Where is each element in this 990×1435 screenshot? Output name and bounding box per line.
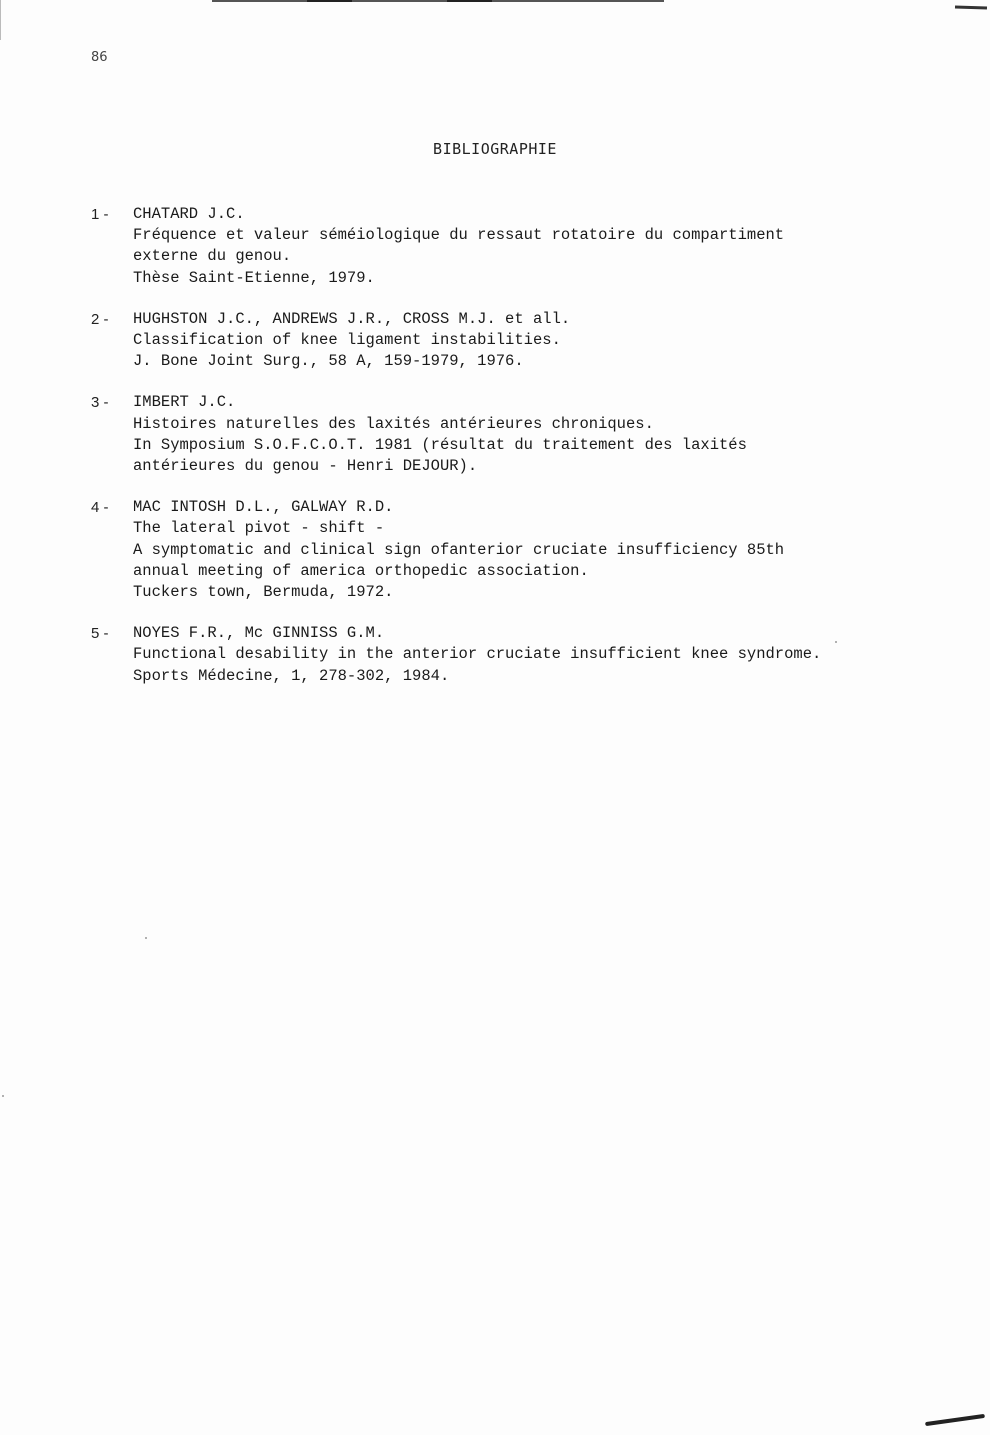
reference-line: Fréquence et valeur séméiologique du ressaut rotatoire du compartiment [133, 226, 785, 245]
corner-scan-mark-top [955, 5, 987, 9]
reference-authors: HUGHSTON J.C., ANDREWS J.R., CROSS M.J. et all. [133, 309, 571, 328]
scan-speck [835, 641, 837, 643]
reference-body [133, 204, 941, 289]
top-rule [212, 0, 664, 2]
reference-authors: IMBERT J.C. [133, 393, 236, 412]
reference-authors: MAC INTOSH D.L., GALWAY R.D. [133, 498, 394, 517]
reference-line: In Symposium S.O.F.C.O.T. 1981 (résultat du traitement des laxités [133, 435, 747, 454]
reference-line: Histoires naturelles des laxités antérieures chroniques. [133, 414, 654, 433]
reference-line: externe du genou. [133, 247, 292, 266]
reference-line: Tuckers town, Bermuda, 1972. [133, 583, 394, 602]
reference-line: Sports Médecine, 1, 278-302, 1984. [133, 666, 450, 685]
reference-body [133, 497, 941, 603]
reference-body [133, 623, 941, 687]
reference-number: 4 - [91, 499, 109, 517]
reference-line: J. Bone Joint Surg., 58 A, 159-1979, 1976. [133, 352, 524, 371]
page-title [0, 140, 990, 158]
reference-number: 5 - [91, 625, 109, 643]
reference-number: 1 - [91, 206, 109, 223]
reference-line: Thèse Saint-Etienne, 1979. [133, 268, 375, 287]
reference-authors: NOYES F.R., Mc GINNISS G.M. [133, 624, 385, 643]
reference-number: 3 - [91, 394, 109, 412]
reference-item [91, 204, 941, 289]
bibliography-list [91, 204, 941, 707]
reference-body [133, 309, 941, 373]
reference-item [91, 392, 941, 477]
page-title-text: BIBLIOGRAPHIE [433, 140, 557, 158]
reference-item [91, 497, 941, 603]
scan-speck [145, 937, 147, 939]
reference-line: A symptomatic and clinical sign ofanterior cruciate insufficiency 85th [133, 540, 785, 559]
reference-line: Functional desability in the anterior cruciate insufficient knee syndrome. [133, 645, 822, 664]
reference-body [133, 392, 941, 477]
reference-line: The lateral pivot - shift - [133, 519, 385, 538]
reference-line: Classification of knee ligament instabilities. [133, 331, 561, 350]
reference-line: antérieures du genou - Henri DEJOUR). [133, 457, 478, 476]
reference-item [91, 309, 941, 373]
reference-item [91, 623, 941, 687]
corner-scan-mark-bottom [925, 1414, 985, 1426]
scan-speck [2, 1095, 4, 1097]
reference-line: annual meeting of america orthopedic association. [133, 561, 589, 580]
scan-edge-mark [0, 0, 1, 40]
page-number: 86 [91, 50, 108, 65]
reference-number: 2 - [91, 310, 109, 328]
reference-authors: CHATARD J.C. [133, 205, 245, 223]
